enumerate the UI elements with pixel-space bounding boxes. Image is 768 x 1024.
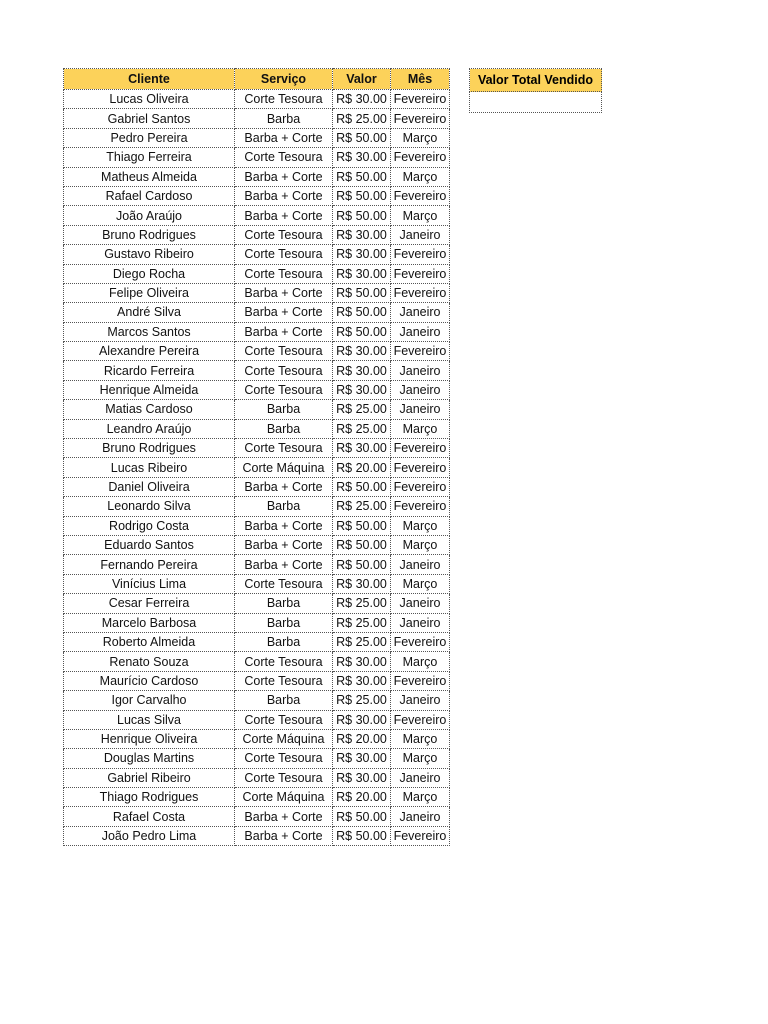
- cell-valor[interactable]: R$ 30.00: [333, 90, 391, 109]
- cell-servico[interactable]: Barba + Corte: [235, 555, 333, 574]
- table-row: [64, 613, 450, 632]
- cell-mes[interactable]: Janeiro: [391, 322, 450, 341]
- table-row: [64, 90, 450, 109]
- cell-valor[interactable]: R$ 50.00: [333, 535, 391, 554]
- cell-mes[interactable]: Março: [391, 574, 450, 593]
- cell-cliente[interactable]: Douglas Martins: [64, 749, 235, 768]
- table-row: [64, 361, 450, 380]
- cell-servico[interactable]: Barba + Corte: [235, 303, 333, 322]
- cell-cliente[interactable]: Marcos Santos: [64, 322, 235, 341]
- cell-servico[interactable]: Barba + Corte: [235, 186, 333, 205]
- cell-valor[interactable]: R$ 25.00: [333, 594, 391, 613]
- table-row: [64, 380, 450, 399]
- table-row: [64, 555, 450, 574]
- total-header-cell[interactable]: Valor Total Vendido: [470, 69, 602, 92]
- cell-valor[interactable]: R$ 50.00: [333, 555, 391, 574]
- cell-valor[interactable]: R$ 30.00: [333, 652, 391, 671]
- cell-servico[interactable]: Barba: [235, 419, 333, 438]
- cell-valor[interactable]: R$ 30.00: [333, 380, 391, 399]
- cell-mes[interactable]: Janeiro: [391, 225, 450, 244]
- cell-servico[interactable]: Barba + Corte: [235, 535, 333, 554]
- cell-servico[interactable]: Barba: [235, 632, 333, 651]
- cell-mes[interactable]: Fevereiro: [391, 632, 450, 651]
- table-row: [64, 671, 450, 690]
- cell-mes[interactable]: Fevereiro: [391, 477, 450, 496]
- table-row: [64, 264, 450, 283]
- table-row: [64, 516, 450, 535]
- cell-cliente[interactable]: Vinícius Lima: [64, 574, 235, 593]
- cell-valor[interactable]: R$ 50.00: [333, 826, 391, 845]
- cell-mes[interactable]: Fevereiro: [391, 109, 450, 128]
- cell-mes[interactable]: Março: [391, 167, 450, 186]
- cell-cliente[interactable]: Leonardo Silva: [64, 497, 235, 516]
- cell-mes[interactable]: Fevereiro: [391, 710, 450, 729]
- cell-servico[interactable]: Corte Tesoura: [235, 342, 333, 361]
- cell-mes[interactable]: Fevereiro: [391, 264, 450, 283]
- cell-servico[interactable]: Corte Tesoura: [235, 710, 333, 729]
- cell-mes[interactable]: Janeiro: [391, 400, 450, 419]
- cell-mes[interactable]: Março: [391, 516, 450, 535]
- cell-servico[interactable]: Barba + Corte: [235, 128, 333, 147]
- cell-mes[interactable]: Fevereiro: [391, 439, 450, 458]
- cell-valor[interactable]: R$ 20.00: [333, 788, 391, 807]
- cell-cliente[interactable]: Leandro Araújo: [64, 419, 235, 438]
- table-row: [64, 535, 450, 554]
- cell-cliente[interactable]: Thiago Ferreira: [64, 148, 235, 167]
- cell-valor[interactable]: R$ 25.00: [333, 419, 391, 438]
- cell-servico[interactable]: Corte Máquina: [235, 788, 333, 807]
- cell-cliente[interactable]: Eduardo Santos: [64, 535, 235, 554]
- cell-mes[interactable]: Março: [391, 535, 450, 554]
- header-cell-servico[interactable]: Serviço: [235, 69, 333, 90]
- cell-mes[interactable]: Janeiro: [391, 361, 450, 380]
- cell-mes[interactable]: Fevereiro: [391, 826, 450, 845]
- table-row: [64, 439, 450, 458]
- cell-cliente[interactable]: Lucas Silva: [64, 710, 235, 729]
- table-row: [64, 419, 450, 438]
- cell-servico[interactable]: Barba: [235, 497, 333, 516]
- cell-valor[interactable]: R$ 30.00: [333, 749, 391, 768]
- cell-mes[interactable]: Janeiro: [391, 807, 450, 826]
- cell-cliente[interactable]: Diego Rocha: [64, 264, 235, 283]
- cell-servico[interactable]: Barba: [235, 400, 333, 419]
- cell-servico[interactable]: Corte Tesoura: [235, 380, 333, 399]
- cell-valor[interactable]: R$ 30.00: [333, 342, 391, 361]
- cell-servico[interactable]: Barba + Corte: [235, 167, 333, 186]
- cell-cliente[interactable]: Gustavo Ribeiro: [64, 245, 235, 264]
- cell-cliente[interactable]: Lucas Oliveira: [64, 90, 235, 109]
- total-value-cell[interactable]: [470, 92, 602, 113]
- cell-valor[interactable]: R$ 50.00: [333, 807, 391, 826]
- cell-valor[interactable]: R$ 50.00: [333, 516, 391, 535]
- table-row: [64, 632, 450, 651]
- cell-cliente[interactable]: Lucas Ribeiro: [64, 458, 235, 477]
- cell-valor[interactable]: R$ 25.00: [333, 613, 391, 632]
- cell-mes[interactable]: Março: [391, 419, 450, 438]
- table-row: [64, 109, 450, 128]
- table-row: [64, 826, 450, 845]
- cell-valor[interactable]: R$ 50.00: [333, 322, 391, 341]
- cell-mes[interactable]: Fevereiro: [391, 671, 450, 690]
- table-row: [64, 788, 450, 807]
- sales-table: [63, 68, 450, 846]
- cell-valor[interactable]: R$ 25.00: [333, 497, 391, 516]
- cell-mes[interactable]: Março: [391, 749, 450, 768]
- table-row: [64, 768, 450, 787]
- table-row: [64, 497, 450, 516]
- table-row: [64, 652, 450, 671]
- cell-servico[interactable]: Barba + Corte: [235, 283, 333, 302]
- cell-mes[interactable]: Fevereiro: [391, 283, 450, 302]
- header-cell-valor[interactable]: Valor: [333, 69, 391, 90]
- cell-servico[interactable]: Corte Tesoura: [235, 361, 333, 380]
- cell-cliente[interactable]: Gabriel Ribeiro: [64, 768, 235, 787]
- cell-mes[interactable]: Fevereiro: [391, 90, 450, 109]
- cell-valor[interactable]: R$ 20.00: [333, 729, 391, 748]
- table-row: [64, 574, 450, 593]
- cell-cliente[interactable]: João Pedro Lima: [64, 826, 235, 845]
- cell-mes[interactable]: Fevereiro: [391, 186, 450, 205]
- cell-servico[interactable]: Barba + Corte: [235, 516, 333, 535]
- cell-valor[interactable]: R$ 25.00: [333, 632, 391, 651]
- table-row: [64, 594, 450, 613]
- cell-servico[interactable]: Corte Tesoura: [235, 90, 333, 109]
- cell-servico[interactable]: Corte Tesoura: [235, 671, 333, 690]
- cell-valor[interactable]: R$ 30.00: [333, 574, 391, 593]
- cell-cliente[interactable]: Bruno Rodrigues: [64, 225, 235, 244]
- table-header-row: [64, 69, 450, 90]
- cell-valor[interactable]: R$ 30.00: [333, 768, 391, 787]
- cell-mes[interactable]: Janeiro: [391, 768, 450, 787]
- cell-servico[interactable]: Barba + Corte: [235, 807, 333, 826]
- cell-mes[interactable]: Março: [391, 729, 450, 748]
- cell-cliente[interactable]: Rafael Cardoso: [64, 186, 235, 205]
- cell-cliente[interactable]: João Araújo: [64, 206, 235, 225]
- table-row: [64, 303, 450, 322]
- cell-valor[interactable]: R$ 30.00: [333, 245, 391, 264]
- table-row: [64, 729, 450, 748]
- cell-valor[interactable]: R$ 30.00: [333, 148, 391, 167]
- cell-valor[interactable]: R$ 25.00: [333, 109, 391, 128]
- cell-valor[interactable]: R$ 50.00: [333, 283, 391, 302]
- cell-valor[interactable]: R$ 30.00: [333, 439, 391, 458]
- cell-valor[interactable]: R$ 20.00: [333, 458, 391, 477]
- cell-servico[interactable]: Corte Tesoura: [235, 768, 333, 787]
- table-row: [64, 691, 450, 710]
- cell-servico[interactable]: Corte Tesoura: [235, 245, 333, 264]
- cell-mes[interactable]: Março: [391, 128, 450, 147]
- cell-servico[interactable]: Barba + Corte: [235, 206, 333, 225]
- cell-cliente[interactable]: Ricardo Ferreira: [64, 361, 235, 380]
- cell-servico[interactable]: Corte Tesoura: [235, 225, 333, 244]
- total-header-row: [470, 69, 602, 92]
- header-cell-cliente[interactable]: Cliente: [64, 69, 235, 90]
- cell-mes[interactable]: Março: [391, 652, 450, 671]
- cell-valor[interactable]: R$ 30.00: [333, 361, 391, 380]
- cell-servico[interactable]: Barba: [235, 109, 333, 128]
- table-row: [64, 283, 450, 302]
- cell-valor[interactable]: R$ 30.00: [333, 225, 391, 244]
- table-row: [64, 225, 450, 244]
- cell-valor[interactable]: R$ 50.00: [333, 303, 391, 322]
- cell-cliente[interactable]: Daniel Oliveira: [64, 477, 235, 496]
- table-row: [64, 148, 450, 167]
- cell-cliente[interactable]: Rodrigo Costa: [64, 516, 235, 535]
- cell-valor[interactable]: R$ 50.00: [333, 167, 391, 186]
- table-row: [64, 400, 450, 419]
- cell-mes[interactable]: Fevereiro: [391, 497, 450, 516]
- cell-cliente[interactable]: Matheus Almeida: [64, 167, 235, 186]
- cell-mes[interactable]: Janeiro: [391, 691, 450, 710]
- table-row: [64, 167, 450, 186]
- cell-valor[interactable]: R$ 50.00: [333, 477, 391, 496]
- table-row: [64, 186, 450, 205]
- cell-valor[interactable]: R$ 25.00: [333, 400, 391, 419]
- cell-servico[interactable]: Barba + Corte: [235, 826, 333, 845]
- cell-servico[interactable]: Corte Tesoura: [235, 652, 333, 671]
- cell-servico[interactable]: Barba: [235, 613, 333, 632]
- cell-mes[interactable]: Janeiro: [391, 380, 450, 399]
- cell-cliente[interactable]: Henrique Almeida: [64, 380, 235, 399]
- cell-servico[interactable]: Corte Tesoura: [235, 148, 333, 167]
- cell-valor[interactable]: R$ 50.00: [333, 206, 391, 225]
- header-cell-mes[interactable]: Mês: [391, 69, 450, 90]
- cell-cliente[interactable]: André Silva: [64, 303, 235, 322]
- cell-cliente[interactable]: Pedro Pereira: [64, 128, 235, 147]
- cell-servico[interactable]: Barba: [235, 691, 333, 710]
- cell-cliente[interactable]: Roberto Almeida: [64, 632, 235, 651]
- cell-cliente[interactable]: Alexandre Pereira: [64, 342, 235, 361]
- table-row: [64, 749, 450, 768]
- cell-servico[interactable]: Barba + Corte: [235, 322, 333, 341]
- cell-mes[interactable]: Janeiro: [391, 555, 450, 574]
- total-table: [469, 68, 602, 113]
- cell-valor[interactable]: R$ 50.00: [333, 128, 391, 147]
- cell-cliente[interactable]: Matias Cardoso: [64, 400, 235, 419]
- table-row: [64, 458, 450, 477]
- cell-cliente[interactable]: Bruno Rodrigues: [64, 439, 235, 458]
- table-row: [64, 128, 450, 147]
- cell-mes[interactable]: Fevereiro: [391, 342, 450, 361]
- cell-mes[interactable]: Janeiro: [391, 613, 450, 632]
- table-row: [64, 245, 450, 264]
- cell-mes[interactable]: Março: [391, 788, 450, 807]
- table-row: [64, 477, 450, 496]
- cell-mes[interactable]: Fevereiro: [391, 245, 450, 264]
- table-row: [64, 807, 450, 826]
- cell-mes[interactable]: Janeiro: [391, 594, 450, 613]
- cell-servico[interactable]: Corte Tesoura: [235, 264, 333, 283]
- cell-servico[interactable]: Corte Tesoura: [235, 574, 333, 593]
- cell-valor[interactable]: R$ 30.00: [333, 671, 391, 690]
- cell-servico[interactable]: Corte Máquina: [235, 458, 333, 477]
- cell-servico[interactable]: Barba: [235, 594, 333, 613]
- table-body: [64, 90, 450, 846]
- cell-servico[interactable]: Corte Máquina: [235, 729, 333, 748]
- cell-cliente[interactable]: Marcelo Barbosa: [64, 613, 235, 632]
- table-row: [64, 206, 450, 225]
- cell-mes[interactable]: Janeiro: [391, 303, 450, 322]
- cell-mes[interactable]: Março: [391, 206, 450, 225]
- cell-cliente[interactable]: Felipe Oliveira: [64, 283, 235, 302]
- cell-cliente[interactable]: Cesar Ferreira: [64, 594, 235, 613]
- total-value-row: [470, 92, 602, 113]
- cell-servico[interactable]: Corte Tesoura: [235, 749, 333, 768]
- table-row: [64, 322, 450, 341]
- table-row: [64, 342, 450, 361]
- cell-valor[interactable]: R$ 30.00: [333, 710, 391, 729]
- cell-cliente[interactable]: Thiago Rodrigues: [64, 788, 235, 807]
- cell-cliente[interactable]: Maurício Cardoso: [64, 671, 235, 690]
- cell-valor[interactable]: R$ 25.00: [333, 691, 391, 710]
- cell-servico[interactable]: Barba + Corte: [235, 477, 333, 496]
- cell-cliente[interactable]: Henrique Oliveira: [64, 729, 235, 748]
- cell-mes[interactable]: Fevereiro: [391, 458, 450, 477]
- cell-valor[interactable]: R$ 50.00: [333, 186, 391, 205]
- cell-cliente[interactable]: Rafael Costa: [64, 807, 235, 826]
- cell-mes[interactable]: Fevereiro: [391, 148, 450, 167]
- cell-valor[interactable]: R$ 30.00: [333, 264, 391, 283]
- cell-cliente[interactable]: Igor Carvalho: [64, 691, 235, 710]
- cell-cliente[interactable]: Fernando Pereira: [64, 555, 235, 574]
- cell-cliente[interactable]: Gabriel Santos: [64, 109, 235, 128]
- cell-servico[interactable]: Corte Tesoura: [235, 439, 333, 458]
- table-row: [64, 710, 450, 729]
- cell-cliente[interactable]: Renato Souza: [64, 652, 235, 671]
